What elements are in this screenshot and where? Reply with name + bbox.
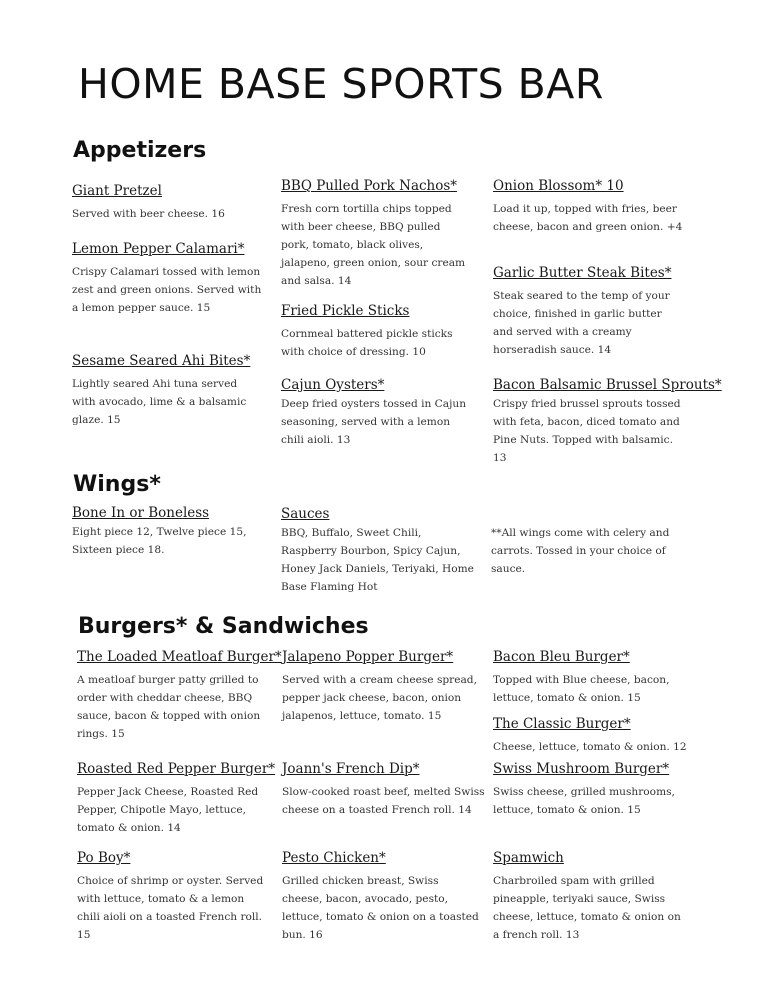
- section-heading-burgers: Burgers* & Sandwiches: [78, 614, 369, 639]
- item-name: Roasted Red Pepper Burger*: [77, 761, 276, 777]
- item-name: Pesto Chicken*: [282, 850, 386, 866]
- section-heading-wings: Wings*: [73, 472, 161, 497]
- section-heading-appetizers: Appetizers: [73, 138, 207, 163]
- item-name: Fried Pickle Sticks: [281, 303, 410, 319]
- item-description: Cornmeal battered pickle sticks with choice of dressing. 10: [281, 328, 453, 358]
- item-name: Giant Pretzel: [72, 183, 162, 199]
- menu-item: [72, 241, 262, 317]
- item-name: The Classic Burger*: [493, 716, 631, 732]
- item-name: The Loaded Meatloaf Burger*: [77, 649, 282, 665]
- item-description: Deep fried oysters tossed in Cajun seasoning, served with a lemon chili aioli. 13: [281, 398, 467, 446]
- item-name: Joann's French Dip*: [282, 761, 420, 777]
- menu-item: [281, 506, 476, 596]
- restaurant-title: HOME BASE SPORTS BAR: [78, 60, 604, 108]
- item-name: Bacon Balsamic Brussel Sprouts*: [493, 377, 722, 393]
- item-name: Cajun Oysters*: [281, 377, 385, 393]
- item-name: BBQ Pulled Pork Nachos*: [281, 178, 458, 194]
- item-name: Jalapeno Popper Burger*: [282, 649, 454, 665]
- item-name: Po Boy*: [77, 850, 131, 866]
- menu-item: [282, 649, 482, 725]
- item-description: Pepper Jack Cheese, Roasted Red Pepper, Chipotle Mayo, lettuce, tomato & onion. 14: [77, 786, 259, 834]
- menu-item: [72, 183, 262, 223]
- item-description: Slow-cooked roast beef, melted Swiss cheese on a toasted French roll. 14: [282, 786, 485, 816]
- item-description: Steak seared to the temp of your choice, finished in garlic butter and served with a creamy horseradish sauce. 14: [493, 290, 670, 356]
- item-description: Lightly seared Ahi tuna served with avocado, lime & a balsamic glaze. 15: [72, 378, 247, 426]
- menu-item: [493, 178, 683, 236]
- item-description: Crispy Calamari tossed with lemon zest and green onions. Served with a lemon pepper sauce. 15: [72, 266, 262, 314]
- item-description: Eight piece 12, Twelve piece 15, Sixteen piece 18.: [72, 526, 247, 556]
- item-name: Sauces: [281, 506, 330, 522]
- item-description: Swiss cheese, grilled mushrooms, lettuce, tomato & onion. 15: [493, 786, 675, 816]
- menu-item: [77, 761, 276, 837]
- menu-item: [72, 505, 262, 559]
- item-name: Bone In or Boneless: [72, 505, 210, 521]
- wings-note-text: **All wings come with celery and carrots. Tossed in your choice of sauce.: [491, 527, 670, 575]
- item-description: Choice of shrimp or oyster. Served with lettuce, tomato & a lemon chili aioli on a toasted French roll. 15: [77, 875, 264, 941]
- menu-item: [282, 761, 487, 819]
- item-name: Lemon Pepper Calamari*: [72, 241, 245, 257]
- item-description: Served with beer cheese. 16: [72, 208, 225, 220]
- item-description: Cheese, lettuce, tomato & onion. 12: [493, 741, 687, 753]
- item-description: Served with a cream cheese spread, pepper jack cheese, bacon, onion jalapenos, lettuce, tomato. 15: [282, 674, 477, 722]
- item-name: Onion Blossom* 10: [493, 178, 624, 194]
- menu-item: [281, 303, 471, 361]
- item-description: Grilled chicken breast, Swiss cheese, bacon, avocado, pesto, lettuce, tomato & onion on a toasted bun. 16: [282, 875, 479, 941]
- menu-item: [493, 761, 683, 819]
- item-name: Sesame Seared Ahi Bites*: [72, 353, 251, 369]
- item-description: Charbroiled spam with grilled pineapple, teriyaki sauce, Swiss cheese, lettuce, tomato & onion on a french roll. 13: [493, 875, 681, 941]
- item-description: Topped with Blue cheese, bacon, lettuce, tomato & onion. 15: [493, 674, 670, 704]
- item-description: Crispy fried brussel sprouts tossed with feta, bacon, diced tomato and Pine Nuts. Topped with balsamic. 13: [493, 398, 681, 464]
- menu-item: [281, 377, 471, 449]
- menu-item: [77, 850, 267, 944]
- menu-item: [281, 178, 471, 290]
- menu-item: [77, 649, 282, 743]
- item-name: Bacon Bleu Burger*: [493, 649, 630, 665]
- item-description: Load it up, topped with fries, beer cheese, bacon and green onion. +4: [493, 203, 683, 233]
- menu-item: [72, 353, 262, 429]
- wings-note: [491, 524, 681, 578]
- menu-item: [493, 265, 683, 359]
- menu-item: [493, 850, 683, 944]
- item-description: Fresh corn tortilla chips topped with beer cheese, BBQ pulled pork, tomato, black olives, jalapeno, green onion, sour cream and salsa. 14: [281, 203, 466, 287]
- menu-item: [282, 850, 482, 944]
- item-description: BBQ, Buffalo, Sweet Chili, Raspberry Bourbon, Spicy Cajun, Honey Jack Daniels, Teriyaki, Home Base Flaming Hot: [281, 527, 474, 593]
- item-name: Swiss Mushroom Burger*: [493, 761, 670, 777]
- menu-item: [493, 649, 683, 707]
- item-name: Garlic Butter Steak Bites*: [493, 265, 672, 281]
- item-description: A meatloaf burger patty grilled to order with cheddar cheese, BBQ sauce, bacon & topped with onion rings. 15: [77, 674, 261, 740]
- menu-item: [493, 716, 693, 756]
- item-name: Spamwich: [493, 850, 564, 866]
- menu-item: [493, 377, 722, 467]
